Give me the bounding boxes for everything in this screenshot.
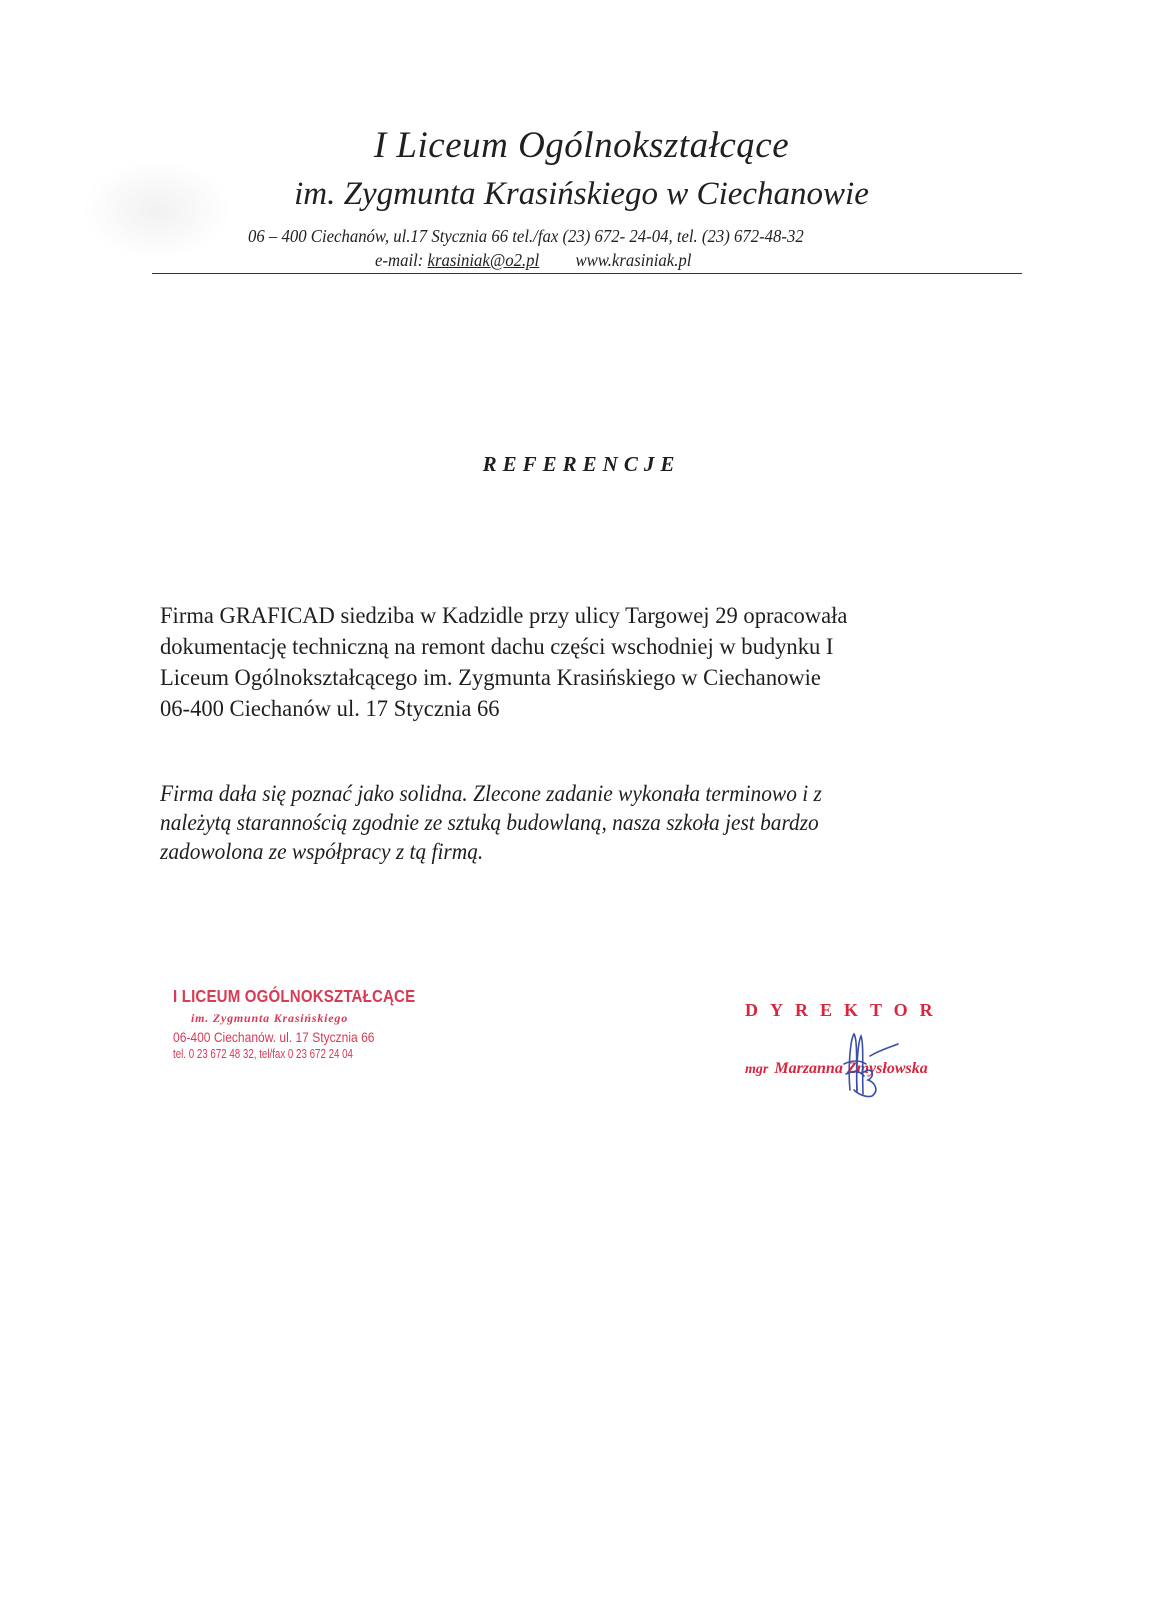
- letterhead-patron: im. Zygmunta Krasińskiego w Ciechanowie: [294, 176, 869, 212]
- document-title: REFERENCJE: [482, 452, 681, 476]
- school-stamp: [173, 986, 433, 1061]
- letterhead-address: 06 – 400 Ciechanów, ul.17 Stycznia 66 tel./fax (23) 672- 24-04, tel. (23) 672-48-32: [248, 226, 804, 246]
- director-degree: mgr: [745, 1062, 769, 1077]
- paragraph-line: należytą starannością zgodnie ze sztuką budowlaną, nasza szkoła jest bardzo: [160, 810, 819, 835]
- director-name: Marzanna Zmysłowska: [774, 1060, 928, 1077]
- email-label: e-mail:: [375, 250, 424, 270]
- director-title: DYREKTOR: [745, 1000, 945, 1020]
- letterhead-contact: [375, 250, 691, 271]
- paragraph-line: dokumentację techniczną na remont dachu części wschodniej w budynku I: [160, 634, 834, 660]
- paragraph-line: 06-400 Ciechanów ul. 17 Stycznia 66: [160, 696, 500, 722]
- paragraph-line: Firma dała się poznać jako solidna. Zlecone zadanie wykonała terminowo i z: [160, 781, 822, 806]
- director-stamp: [745, 1000, 995, 1077]
- letterhead-school-name: I Liceum Ogólnokształcące: [373, 125, 790, 166]
- email-link[interactable]: krasiniak@o2.pl: [427, 250, 540, 270]
- body-paragraph-1: [160, 601, 947, 725]
- paragraph-line: zadowolona ze współpracy z tą firmą.: [160, 839, 484, 864]
- signature-icon: [830, 1020, 910, 1100]
- paragraph-line: Firma GRAFICAD siedziba w Kadzidle przy ulicy Targowej 29 opracowała: [160, 603, 848, 629]
- stamp-address: 06-400 Ciechanów. ul. 17 Stycznia 66: [173, 1029, 375, 1045]
- stamp-phone: tel. 0 23 672 48 32, tel/fax 0 23 672 24 04: [173, 1047, 353, 1061]
- stamp-school-name: I LICEUM OGÓLNOKSZTAŁCĄCE: [173, 986, 416, 1006]
- paragraph-line: Liceum Ogólnokształcącego im. Zygmunta Krasińskiego w Ciechanowie: [160, 665, 821, 691]
- stamp-patron: im. Zygmunta Krasińskiego: [191, 1011, 349, 1025]
- body-paragraph-2: [160, 779, 932, 866]
- letterhead-divider: [152, 273, 1022, 274]
- website-link[interactable]: www.krasiniak.pl: [575, 250, 692, 270]
